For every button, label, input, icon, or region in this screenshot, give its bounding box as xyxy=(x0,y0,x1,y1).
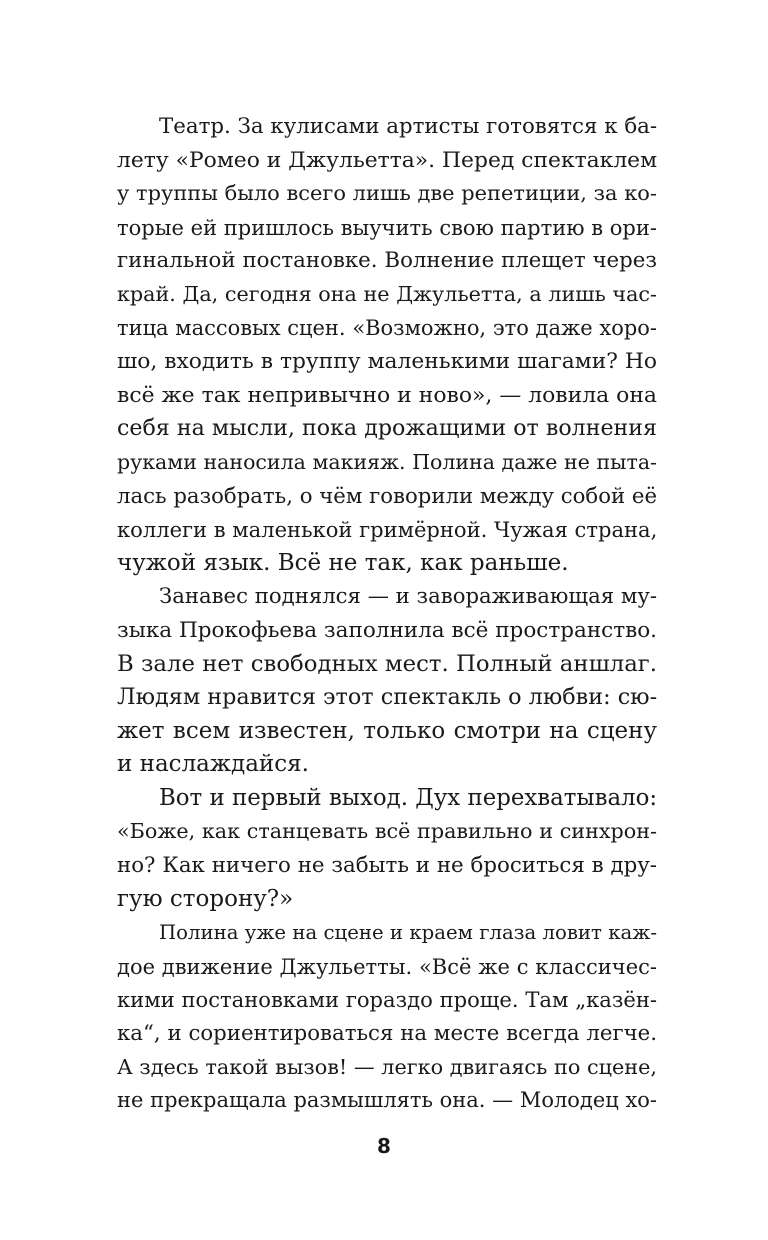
text-line: коллеги в маленькой гримёрной. Чужая страна, xyxy=(117,517,658,543)
text-line: Полина уже на сцене и краем глаза ловит каж- xyxy=(159,921,657,945)
paragraph-4 xyxy=(117,916,657,1118)
text-line: гую сторону?» xyxy=(117,885,294,912)
text-line: чужой язык. Всё не так, как раньше. xyxy=(117,549,569,576)
text-line: у труппы было всего лишь две репетиции, за ко- xyxy=(117,181,657,206)
text-line: торые ей пришлось выучить свою партию в ори- xyxy=(117,214,657,240)
page-number: 8 xyxy=(377,1134,391,1158)
text-line: руками наносила макияж. Полина даже не пыта- xyxy=(117,449,657,474)
text-line: В зале нет свободных мест. Полный аншлаг. xyxy=(117,650,657,677)
text-line: Вот и первый выход. Дух перехватывало: xyxy=(159,784,658,811)
text-line: гинальной постановке. Волнение плещет через xyxy=(117,248,657,274)
text-line: край. Да, сегодня она не Джульетта, а лишь час- xyxy=(117,281,657,306)
text-line: лету «Ромео и Джульетта». Перед спектаклем xyxy=(117,147,658,173)
text-line: но? Как ничего не забыть и не броситься в дру- xyxy=(117,853,657,879)
text-line: всё же так непривычно и ново», — ловила она xyxy=(117,382,657,408)
text-line: Людям нравится этот спектакль о любви: сю- xyxy=(117,684,658,711)
text-line: себя на мысли, пока дрожащими от волнения xyxy=(117,415,657,442)
text-line: тица массовых сцен. «Возможно, это даже хоро- xyxy=(117,315,657,340)
text-line: жет всем известен, только смотри на сцену xyxy=(117,717,657,744)
text-line: зыка Прокофьева заполнила всё пространство. xyxy=(117,617,658,643)
paragraph-3 xyxy=(117,782,657,916)
text-line: Занавес поднялся — и завораживающая му- xyxy=(159,584,657,610)
text-line: А здесь такой вызов! — легко двигаясь по сцене, xyxy=(117,1054,657,1079)
text-line: дое движение Джульетты. «Всё же с классичес- xyxy=(117,953,657,979)
paragraph-1 xyxy=(117,110,657,580)
text-line: лась разобрать, о чём говорили между собой её xyxy=(117,483,657,509)
text-line: шо, входить в труппу маленькими шагами? Но xyxy=(117,349,657,375)
paragraph-2 xyxy=(117,580,657,782)
text-line: кими постановками гораздо проще. Там „казён- xyxy=(117,987,657,1013)
body-text xyxy=(117,110,657,1118)
text-line: и наслаждайся. xyxy=(117,751,309,778)
text-line: «Боже, как станцевать всё правильно и синхрон- xyxy=(117,819,657,844)
text-line: Театр. За кулисами артисты готовятся к ба- xyxy=(159,114,658,139)
text-line: ка“, и сориентироваться на месте всегда легче. xyxy=(117,1021,657,1047)
text-line: не прекращала размышлять она. — Молодец хо- xyxy=(117,1088,657,1113)
